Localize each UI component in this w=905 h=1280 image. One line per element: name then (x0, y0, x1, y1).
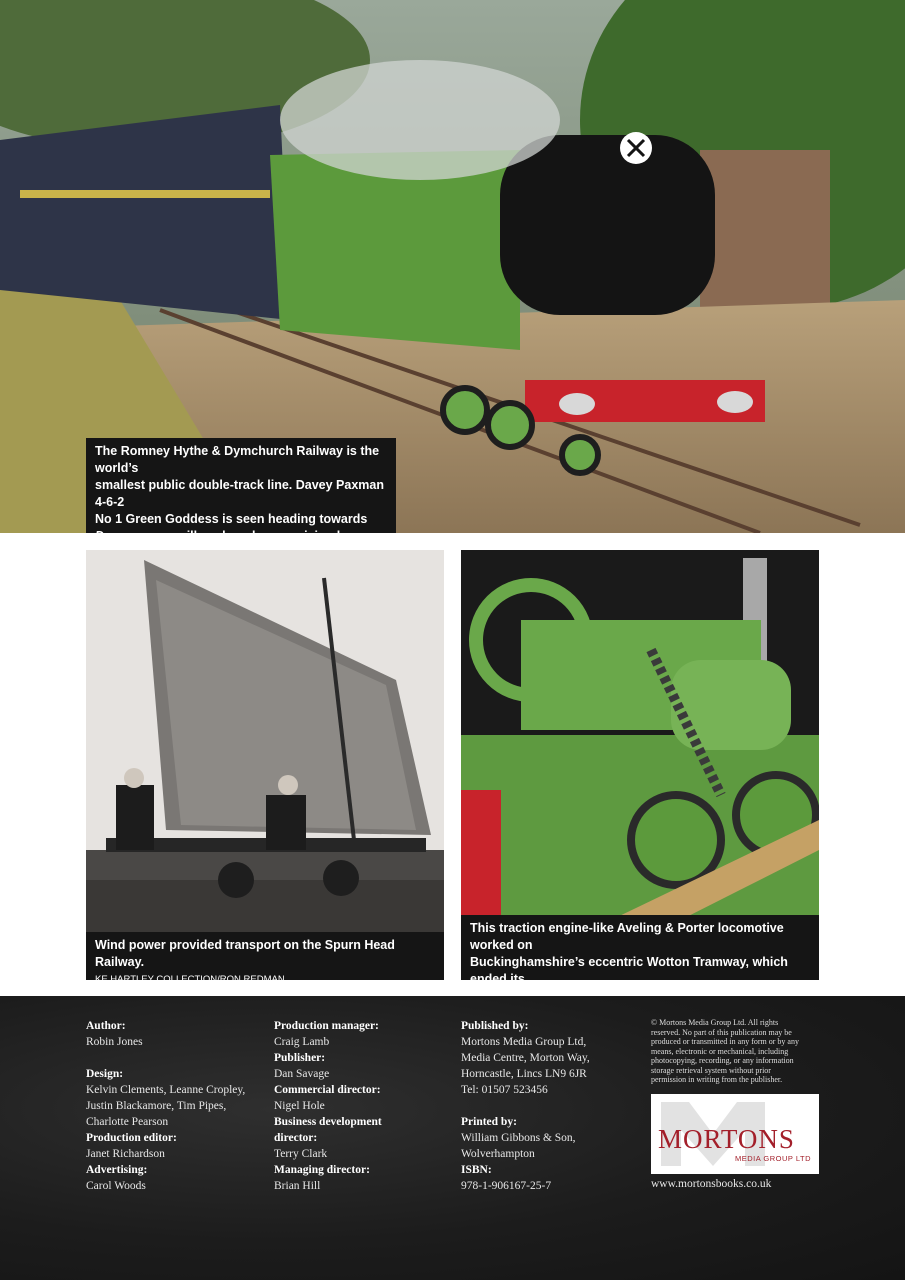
mortons-logo-subtitle: MEDIA GROUP LTD (735, 1154, 811, 1163)
business-development-label: Business development (274, 1116, 382, 1128)
mortons-logo-text: MORTONS (658, 1124, 795, 1154)
engine-caption-line: Buckinghamshire’s eccentric Wotton Tramway, which ended its (470, 955, 788, 986)
design-names: Kelvin Clements, Leanne Cropley, (86, 1084, 246, 1096)
business-development-label: director: (274, 1132, 318, 1144)
design-names: Justin Blackamore, Tim Pipes, (86, 1100, 227, 1112)
credits-column-1 (86, 1018, 266, 1194)
publisher-address: Media Centre, Morton Way, (461, 1052, 590, 1064)
hero-caption-line: The Romney Hythe & Dymchurch Railway is the world’s (95, 444, 380, 475)
copyright-line: storage retrieval system without prior (651, 1065, 771, 1075)
wind-caption-text: Wind power provided transport on the Spurn Head Railway. (95, 938, 395, 969)
copyright-notice (651, 1018, 821, 1085)
production-editor-name: Janet Richardson (86, 1148, 165, 1160)
copyright-line: photocopying, recording, or any information (651, 1056, 794, 1065)
wind-caption (86, 932, 444, 985)
publisher-address: Horncastle, Lincs LN9 6JR (461, 1068, 587, 1080)
website-link[interactable]: www.mortonsbooks.co.uk (651, 1178, 772, 1190)
wind-photo-illustration (86, 550, 444, 980)
printed-by-label: Printed by: (461, 1116, 517, 1128)
hero-caption (86, 438, 396, 543)
mortons-logo (651, 1094, 819, 1174)
commercial-director-label: Commercial director: (274, 1084, 381, 1096)
publisher-address: Mortons Media Group Ltd, (461, 1036, 587, 1048)
author-label: Author: (86, 1020, 126, 1032)
credits-column-2 (274, 1018, 454, 1194)
isbn-number: 978-1-906167-25-7 (461, 1180, 552, 1192)
copyright-line: © Mortons Media Group Ltd. All rights (651, 1018, 779, 1027)
hero-caption-line: No 1 Green Goddess is seen heading towards (95, 512, 368, 526)
production-editor-label: Production editor: (86, 1132, 177, 1144)
engine-caption (461, 915, 819, 986)
printer-location: Wolverhampton (461, 1148, 535, 1160)
isbn-label: ISBN: (461, 1164, 492, 1176)
managing-director-label: Managing director: (274, 1164, 370, 1176)
publisher-phone: Tel: 01507 523456 (461, 1084, 548, 1096)
wind-photo-credit: KE HARTLEY COLLECTION/RON REDMAN (95, 974, 285, 985)
author-name: Robin Jones (86, 1036, 143, 1048)
production-manager-name: Craig Lamb (274, 1036, 330, 1048)
credits-column-3 (461, 1018, 641, 1194)
published-by-label: Published by: (461, 1020, 529, 1032)
wind-photo-sail-trolley (86, 550, 444, 980)
managing-director-name: Brian Hill (274, 1180, 321, 1192)
copyright-line: produced or transmitted in any form or by any (651, 1037, 799, 1046)
copyright-line: reserved. No part of this publication may be (651, 1027, 792, 1037)
hero-caption-italic: Dungeness (95, 529, 163, 543)
advertising-name: Carol Woods (86, 1180, 146, 1192)
copyright-line: means, electronic or mechanical, including (651, 1046, 789, 1056)
publisher-name: Dan Savage (274, 1068, 330, 1080)
production-manager-label: Production manager: (274, 1020, 379, 1032)
hero-caption-line: smallest public double-track line. Davey Paxman 4-6-2 (95, 478, 384, 509)
credits-column-4 (651, 1018, 821, 1085)
hero-caption-text: , a village largely comprising homes (162, 529, 378, 543)
advertising-label: Advertising: (86, 1164, 148, 1176)
printer-name: William Gibbons & Son, (461, 1132, 576, 1144)
publisher-label: Publisher: (274, 1052, 326, 1064)
credits-footer (0, 996, 905, 1280)
design-label: Design: (86, 1068, 124, 1080)
copyright-line: permission in writing from the publisher. (651, 1075, 783, 1084)
commercial-director-name: Nigel Hole (274, 1100, 325, 1112)
engine-caption-line: This traction engine-like Aveling & Porter locomotive worked on (470, 921, 784, 952)
business-development-name: Terry Clark (274, 1148, 328, 1160)
design-names: Charlotte Pearson (86, 1116, 169, 1128)
